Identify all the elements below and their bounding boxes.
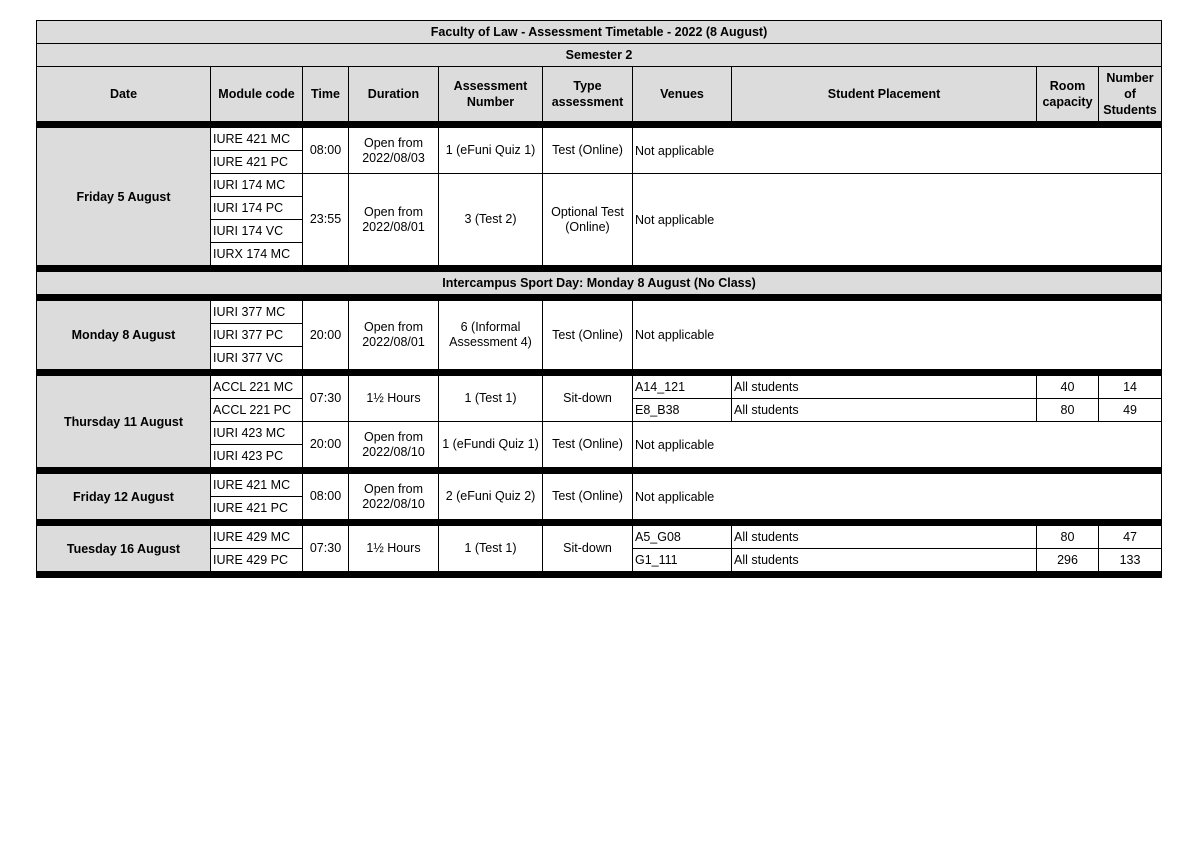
header-student-placement: Student Placement — [732, 67, 1037, 122]
sport-day-banner: Intercampus Sport Day: Monday 8 August (No Class) — [37, 272, 1162, 295]
venue-cell: E8_B38 — [633, 399, 732, 422]
type-cell: Optional Test (Online) — [543, 174, 633, 266]
placement-cell: All students — [732, 399, 1037, 422]
duration-cell: Open from 2022/08/01 — [349, 301, 439, 370]
capacity-cell: 80 — [1037, 399, 1099, 422]
assessment-cell: 2 (eFuni Quiz 2) — [439, 474, 543, 520]
module-code: IURI 377 VC — [211, 347, 303, 370]
header-number-of-students: Number of Students — [1099, 67, 1162, 122]
type-cell: Test (Online) — [543, 128, 633, 174]
students-cell: 133 — [1099, 549, 1162, 572]
header-row — [37, 67, 1162, 122]
duration-cell: 1½ Hours — [349, 526, 439, 572]
students-cell: 14 — [1099, 376, 1162, 399]
venue-cell: A5_G08 — [633, 526, 732, 549]
type-cell: Test (Online) — [543, 301, 633, 370]
capacity-cell: 40 — [1037, 376, 1099, 399]
time-cell: 23:55 — [303, 174, 349, 266]
header-duration: Duration — [349, 67, 439, 122]
date-cell: Tuesday 16 August — [37, 526, 211, 572]
table-row — [37, 474, 1162, 497]
time-cell: 08:00 — [303, 474, 349, 520]
assessment-timetable — [36, 20, 1162, 578]
duration-cell: 1½ Hours — [349, 376, 439, 422]
date-cell: Friday 5 August — [37, 128, 211, 266]
time-cell: 07:30 — [303, 376, 349, 422]
header-venues: Venues — [633, 67, 732, 122]
assessment-cell: 3 (Test 2) — [439, 174, 543, 266]
header-room-capacity: Room capacity — [1037, 67, 1099, 122]
type-cell: Test (Online) — [543, 474, 633, 520]
module-code: IURE 421 PC — [211, 151, 303, 174]
type-cell: Sit-down — [543, 526, 633, 572]
date-cell: Friday 12 August — [37, 474, 211, 520]
header-time: Time — [303, 67, 349, 122]
module-code: IURE 429 PC — [211, 549, 303, 572]
capacity-cell: 80 — [1037, 526, 1099, 549]
module-code: IURE 421 MC — [211, 474, 303, 497]
venue-cell: Not applicable — [633, 128, 1162, 174]
placement-cell: All students — [732, 549, 1037, 572]
time-cell: 20:00 — [303, 301, 349, 370]
time-cell: 20:00 — [303, 422, 349, 468]
module-code: IURX 174 MC — [211, 243, 303, 266]
module-code: IURE 429 MC — [211, 526, 303, 549]
date-cell: Monday 8 August — [37, 301, 211, 370]
venue-cell: G1_111 — [633, 549, 732, 572]
table-row — [37, 376, 1162, 399]
header-date: Date — [37, 67, 211, 122]
duration-cell: Open from 2022/08/01 — [349, 174, 439, 266]
venue-cell: Not applicable — [633, 422, 1162, 468]
module-code: IURI 174 VC — [211, 220, 303, 243]
header-module-code: Module code — [211, 67, 303, 122]
header-assessment-number: Assessment Number — [439, 67, 543, 122]
assessment-cell: 1 (eFundi Quiz 1) — [439, 422, 543, 468]
venue-cell: Not applicable — [633, 174, 1162, 266]
table-row — [37, 301, 1162, 324]
module-code: ACCL 221 MC — [211, 376, 303, 399]
duration-cell: Open from 2022/08/03 — [349, 128, 439, 174]
duration-cell: Open from 2022/08/10 — [349, 422, 439, 468]
module-code: IURE 421 MC — [211, 128, 303, 151]
module-code: IURI 174 MC — [211, 174, 303, 197]
type-cell: Test (Online) — [543, 422, 633, 468]
semester-label: Semester 2 — [37, 44, 1162, 67]
placement-cell: All students — [732, 376, 1037, 399]
date-cell: Thursday 11 August — [37, 376, 211, 468]
module-code: IURI 377 PC — [211, 324, 303, 347]
students-cell: 47 — [1099, 526, 1162, 549]
assessment-cell: 1 (Test 1) — [439, 526, 543, 572]
module-code: IURI 423 PC — [211, 445, 303, 468]
divider — [37, 572, 1162, 578]
time-cell: 07:30 — [303, 526, 349, 572]
type-cell: Sit-down — [543, 376, 633, 422]
students-cell: 49 — [1099, 399, 1162, 422]
module-code: ACCL 221 PC — [211, 399, 303, 422]
table-row — [37, 526, 1162, 549]
module-code: IURI 423 MC — [211, 422, 303, 445]
venue-cell: A14_121 — [633, 376, 732, 399]
time-cell: 08:00 — [303, 128, 349, 174]
assessment-cell: 1 (eFuni Quiz 1) — [439, 128, 543, 174]
timetable-title: Faculty of Law - Assessment Timetable - 2022 (8 August) — [37, 21, 1162, 44]
table-row — [37, 128, 1162, 151]
venue-cell: Not applicable — [633, 301, 1162, 370]
module-code: IURE 421 PC — [211, 497, 303, 520]
capacity-cell: 296 — [1037, 549, 1099, 572]
venue-cell: Not applicable — [633, 474, 1162, 520]
module-code: IURI 174 PC — [211, 197, 303, 220]
assessment-cell: 1 (Test 1) — [439, 376, 543, 422]
assessment-cell: 6 (Informal Assessment 4) — [439, 301, 543, 370]
header-type-assessment: Type assessment — [543, 67, 633, 122]
duration-cell: Open from 2022/08/10 — [349, 474, 439, 520]
placement-cell: All students — [732, 526, 1037, 549]
module-code: IURI 377 MC — [211, 301, 303, 324]
